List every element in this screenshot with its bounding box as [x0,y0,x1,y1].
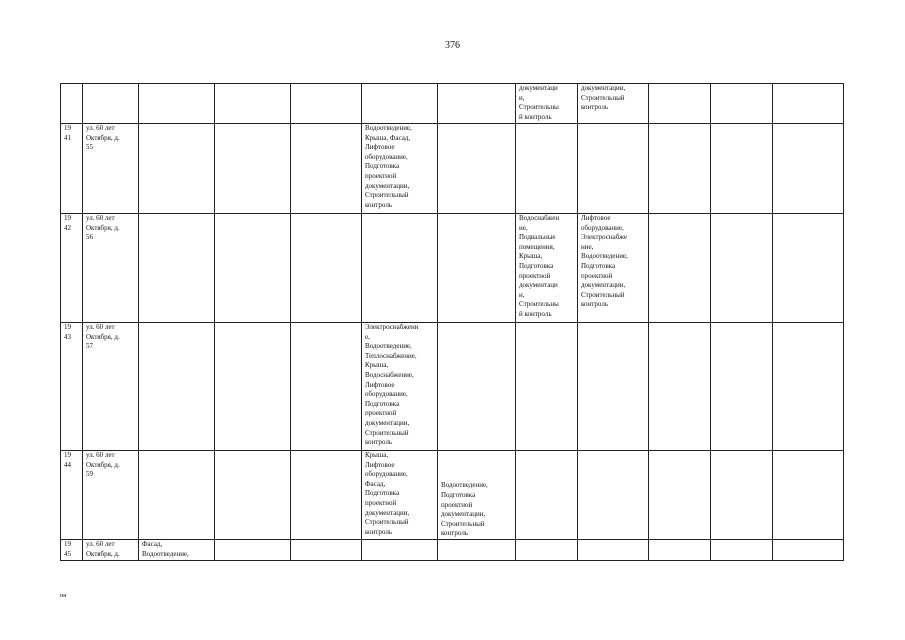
work-cell [362,540,438,561]
empty-cell [649,84,711,124]
repair-schedule-table [60,83,844,561]
work-cell [516,323,578,451]
work-cell: документаци и, Строительны й контроль [516,84,578,124]
empty-cell [649,214,711,323]
row-number-cell: 19 42 [61,214,83,323]
work-cell: Водоотведение, Крыша, Фасад, Лифтовое оборудование, Подготовка проектной документации, Строительный контроль [362,124,438,214]
table-row [61,214,844,323]
empty-cell [773,214,844,323]
work-cell [139,124,215,214]
work-cell [139,323,215,451]
empty-cell [215,84,291,124]
work-cell [438,84,516,124]
empty-cell [773,84,844,124]
work-cell [578,124,649,214]
work-cell [516,451,578,540]
row-number-cell: 19 44 [61,451,83,540]
address-cell: ул. 60 лет Октября, д. 59 [83,451,139,540]
empty-cell [291,214,362,323]
work-cell: Фасад, Водоотведение, [139,540,215,561]
address-cell: ул. 60 лет Октября, д. 57 [83,323,139,451]
empty-cell [215,214,291,323]
empty-cell [711,323,773,451]
table-row [61,451,844,540]
work-cell: Электроснабжени e, Водоотведение, Теплоснабжение, Крыша, Водоснабжение, Лифтовое оборудование, Подготовка проектной документации, Строительный контроль [362,323,438,451]
empty-cell [711,540,773,561]
work-cell [362,214,438,323]
empty-cell [773,451,844,540]
work-cell: Водоснабжен ие, Подвальные помещения, Крыша, Подготовка проектной документаци и, Строительны й контроль [516,214,578,323]
empty-cell [711,84,773,124]
empty-cell [773,124,844,214]
work-cell [139,84,215,124]
empty-cell [291,124,362,214]
empty-cell [215,540,291,561]
work-cell [578,540,649,561]
empty-cell [215,323,291,451]
work-cell: Крыша, Лифтовое оборудование, Фасад, Подготовка проектной документации, Строительный контроль [362,451,438,540]
empty-cell [215,124,291,214]
empty-cell [291,451,362,540]
empty-cell [649,323,711,451]
table-row [61,84,844,124]
work-cell [516,124,578,214]
table-row [61,124,844,214]
work-cell [438,124,516,214]
empty-cell [711,451,773,540]
work-cell [516,540,578,561]
empty-cell [215,451,291,540]
page-number: 376 [445,40,460,51]
work-cell [438,214,516,323]
footer-mark: нн [60,593,67,599]
work-cell [438,323,516,451]
empty-cell [773,323,844,451]
work-cell [578,323,649,451]
work-cell [139,214,215,323]
work-cell: Лифтовое оборудование, Электроснабже ние, Водоотведение, Подготовка проектной документации, Строительный контроль [578,214,649,323]
empty-cell [649,540,711,561]
work-cell: документации, Строительный контроль [578,84,649,124]
empty-cell [291,323,362,451]
table-row [61,323,844,451]
work-cell [139,451,215,540]
address-cell: ул. 60 лет Октября, д. [83,540,139,561]
row-number-cell [61,84,83,124]
work-cell [578,451,649,540]
empty-cell [291,84,362,124]
work-cell: Водоотведение, Подготовка проектной документации, Строительный контроль [438,451,516,540]
row-number-cell: 19 43 [61,323,83,451]
address-cell: ул. 60 лет Октября, д. 56 [83,214,139,323]
empty-cell [649,124,711,214]
empty-cell [291,540,362,561]
address-cell [83,84,139,124]
empty-cell [711,214,773,323]
row-number-cell: 19 41 [61,124,83,214]
work-cell [438,540,516,561]
row-number-cell: 19 45 [61,540,83,561]
empty-cell [711,124,773,214]
work-cell [362,84,438,124]
address-cell: ул. 60 лет Октября, д. 55 [83,124,139,214]
empty-cell [773,540,844,561]
table-row [61,540,844,561]
empty-cell [649,451,711,540]
